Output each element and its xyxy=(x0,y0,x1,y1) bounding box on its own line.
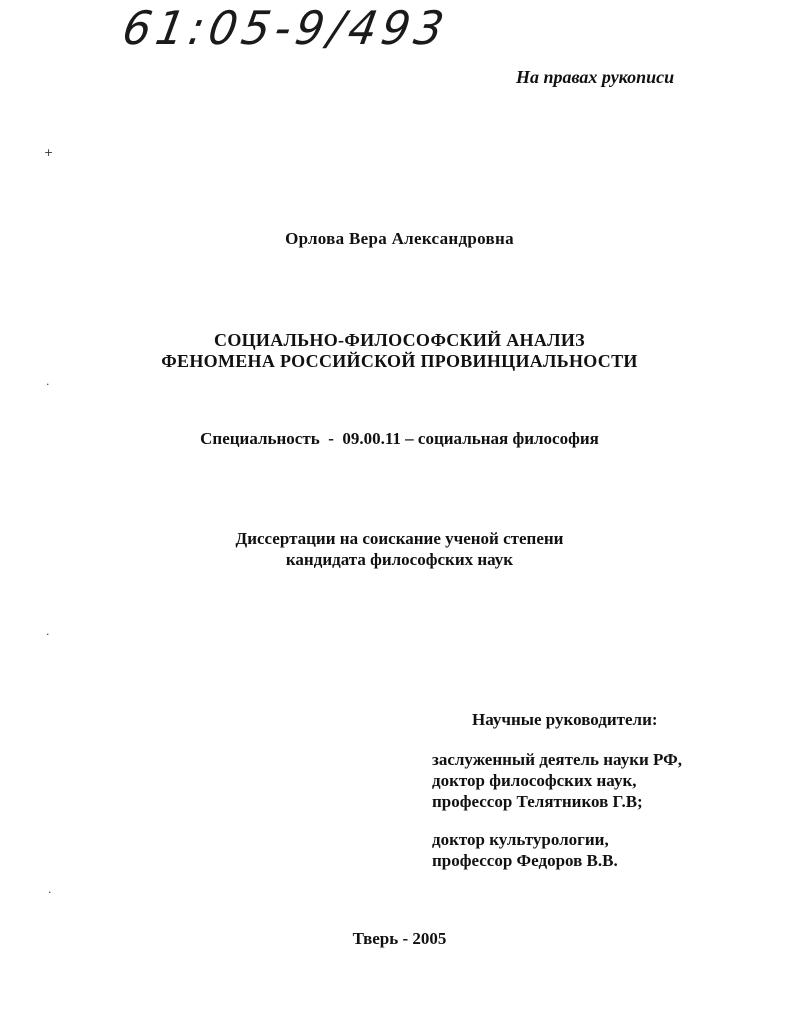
scan-mark-icon: · xyxy=(48,886,52,899)
scan-mark-icon: + xyxy=(44,146,54,159)
supervisor-2-line-2: профессор Федоров В.В. xyxy=(432,851,618,870)
specialty-line: Специальность - 09.00.11 – социальная философия xyxy=(200,429,599,448)
manuscript-note: На правах рукописи xyxy=(516,67,675,87)
supervisor-1-line-1: заслуженный деятель науки РФ, xyxy=(432,750,682,769)
degree-line-2: кандидата философских наук xyxy=(285,550,514,569)
supervisor-2-line-1: доктор культурологии, xyxy=(432,830,609,849)
handwritten-archive-code: 61:05-9/493 xyxy=(118,2,453,56)
supervisor-1-line-2: доктор философских наук, xyxy=(432,771,637,790)
degree-line-1: Диссертации на соискание ученой степени xyxy=(235,529,564,548)
dissertation-title-line-1: СОЦИАЛЬНО-ФИЛОСОФСКИЙ АНАЛИЗ xyxy=(214,330,585,350)
city-year: Тверь - 2005 xyxy=(352,929,447,948)
scan-mark-icon: · xyxy=(46,378,50,391)
dissertation-title-line-2: ФЕНОМЕНА РОССИЙСКОЙ ПРОВИНЦИАЛЬНОСТИ xyxy=(161,351,638,371)
scan-mark-icon: · xyxy=(46,628,50,641)
supervisors-heading: Научные руководители: xyxy=(472,710,658,729)
supervisor-1-line-3: профессор Телятников Г.В; xyxy=(432,792,643,811)
author-name: Орлова Вера Александровна xyxy=(285,229,514,248)
